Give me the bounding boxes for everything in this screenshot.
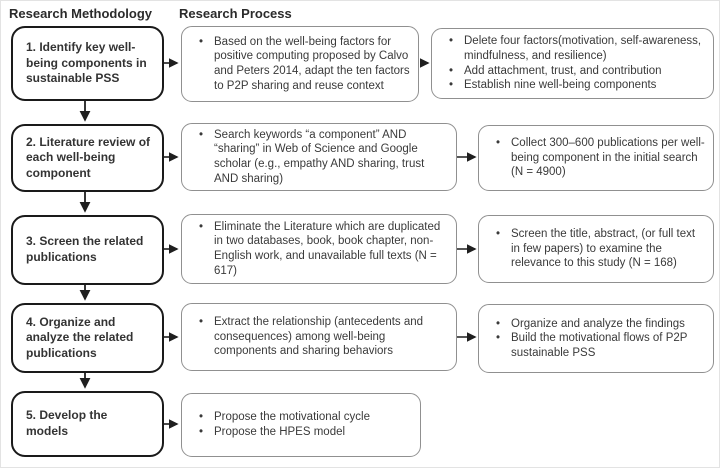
column-header-methodology: Research Methodology	[9, 6, 153, 21]
bullet-item	[438, 64, 705, 79]
outcome-box-3	[478, 215, 714, 283]
bullet-item	[485, 227, 705, 271]
outcome-box-1	[431, 28, 714, 99]
process-2-text: Search keywords “a component” AND “sharing” in Web of Science and Google scholar (e.g., empathy AND sharing, trust AND sharing)	[214, 128, 425, 185]
bullet-item	[188, 35, 410, 93]
outcome-2-text: Collect 300–600 publications per well-being component in the initial search (N = 4900)	[511, 137, 705, 179]
bullet-item	[188, 425, 412, 440]
bullet-item	[485, 331, 705, 360]
bullet-item	[485, 317, 705, 332]
process-3-text: Eliminate the Literature which are duplicated in two databases, book, book chapter, non-English work, and unavailable full texts (N = 617)	[214, 220, 441, 277]
outcome-4-text-2: Build the motivational flows of P2P sustainable PSS	[511, 332, 688, 359]
bullet-item	[438, 34, 705, 63]
process-box-4	[181, 303, 457, 371]
bullet-icon	[188, 410, 214, 425]
outcome-1-text-2: Add attachment, trust, and contribution	[464, 64, 662, 77]
outcome-box-4	[478, 304, 714, 373]
step-2-label: 2. Literature review of each well-being component	[26, 134, 151, 180]
outcome-box-2	[478, 125, 714, 191]
outcome-1-text-1: Delete four factors(motivation, self-awareness, mindfulness, and resilience)	[464, 35, 702, 62]
outcome-1-text-3: Establish nine well-being components	[464, 79, 657, 92]
process-1-text: Based on the well-being factors for positive computing proposed by Calvo and Peters 2014, adapt the ten factors to P2P sharing and reuse context	[214, 35, 410, 92]
process-4-text: Extract the relationship (antecedents and consequences) among well-being components and sharing behaviors	[214, 316, 424, 358]
process-box-5	[181, 393, 421, 457]
bullet-item	[485, 136, 705, 180]
step-box-2	[11, 124, 164, 192]
process-5-text-2: Propose the HPES model	[214, 426, 346, 438]
step-box-5	[11, 391, 164, 457]
bullet-icon	[485, 317, 511, 332]
process-box-2	[181, 123, 457, 191]
step-box-4	[11, 303, 164, 373]
process-box-1	[181, 26, 419, 102]
column-header-process: Research Process	[179, 6, 292, 21]
bullet-icon	[485, 331, 511, 346]
bullet-item	[188, 128, 448, 186]
step-box-3	[11, 215, 164, 285]
bullet-item	[188, 315, 448, 359]
step-5-label: 5. Develop the models	[26, 408, 108, 438]
process-box-3	[181, 214, 457, 284]
bullet-icon	[438, 34, 464, 49]
step-1-label: 1. Identify key well-being components in sustainable PSS	[26, 40, 147, 86]
bullet-icon	[188, 315, 214, 330]
step-box-1	[11, 26, 164, 101]
step-4-label: 4. Organize and analyze the related publications	[26, 314, 134, 360]
bullet-icon	[485, 136, 511, 151]
bullet-item	[438, 78, 705, 93]
step-3-label: 3. Screen the related publications	[26, 234, 144, 264]
bullet-icon	[438, 78, 464, 93]
bullet-icon	[438, 64, 464, 79]
bullet-item	[188, 220, 448, 278]
outcome-3-text: Screen the title, abstract, (or full text in few papers) to examine the relevance to this study (N = 168)	[511, 228, 696, 270]
bullet-icon	[188, 425, 214, 440]
bullet-icon	[188, 220, 214, 235]
process-5-text-1: Propose the motivational cycle	[214, 411, 370, 424]
bullet-item	[188, 410, 412, 425]
bullet-icon	[188, 128, 214, 143]
outcome-4-text-1: Organize and analyze the findings	[511, 317, 685, 330]
bullet-icon	[485, 227, 511, 242]
bullet-icon	[188, 35, 214, 50]
